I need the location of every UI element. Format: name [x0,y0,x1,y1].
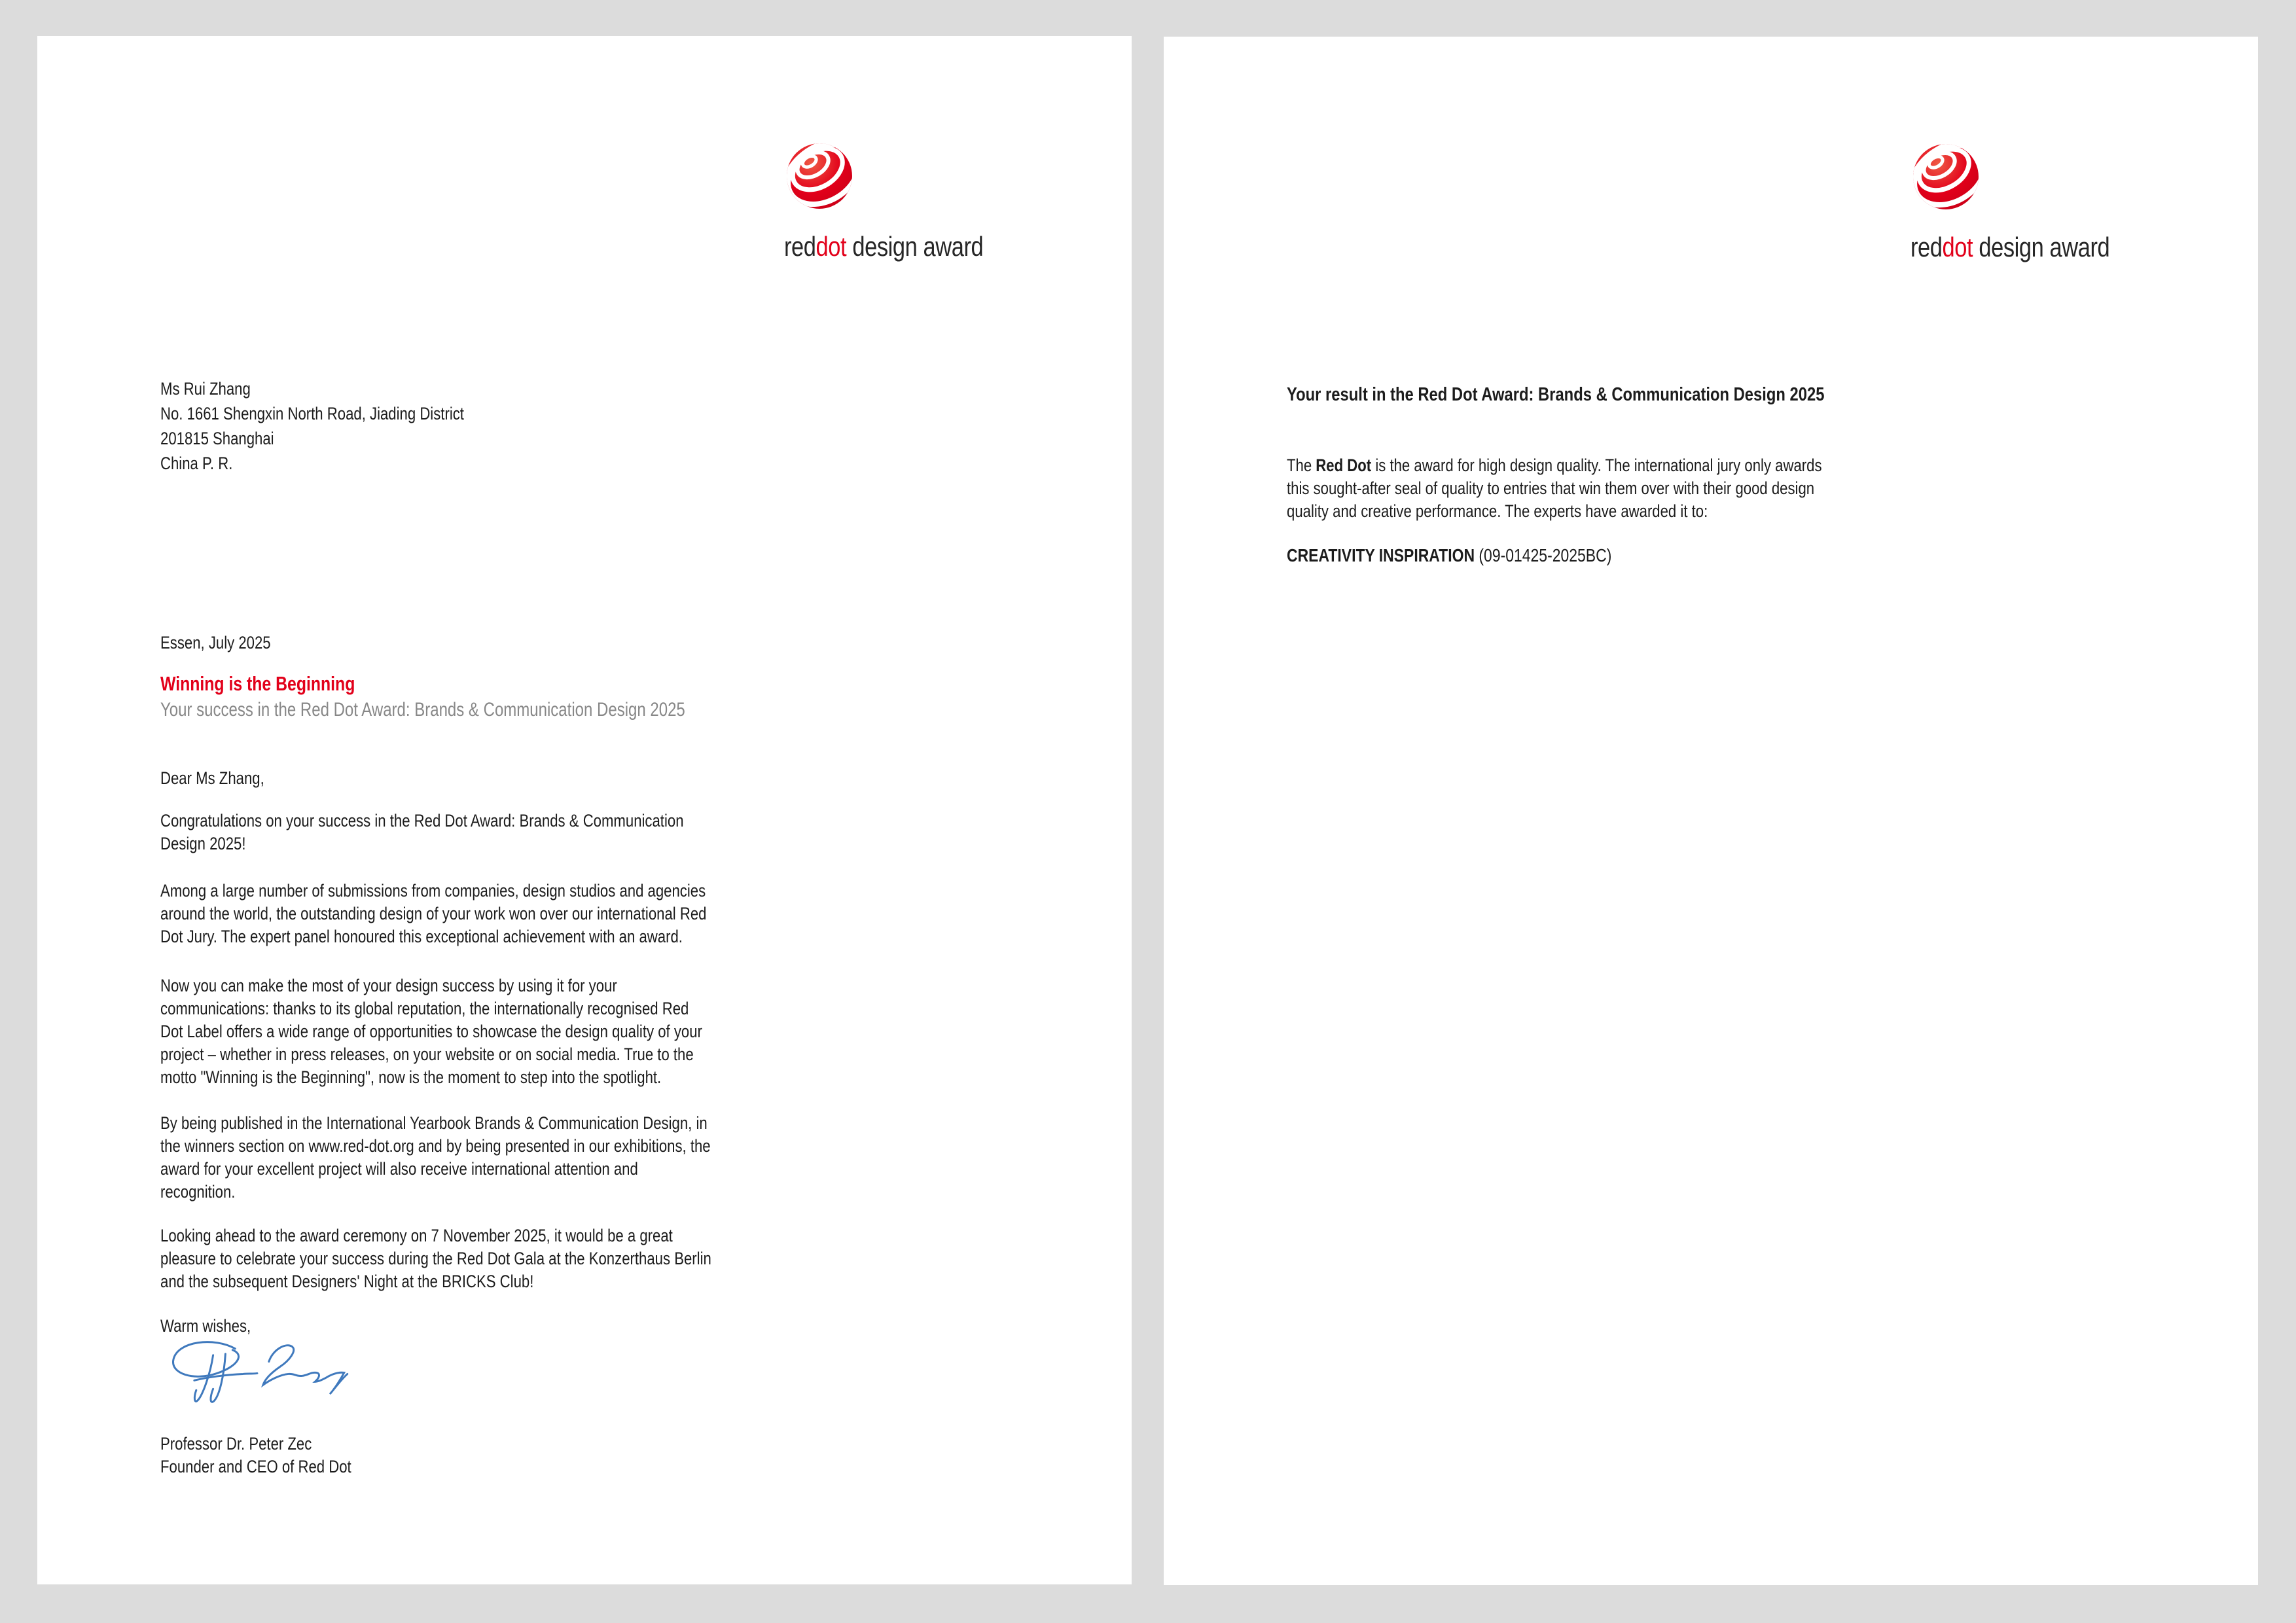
paragraph-3 [160,974,702,1089]
wordmark-design-award: design award [846,231,984,262]
letter-page-congratulations [37,36,1132,1584]
paragraph-1 [160,810,684,855]
intro-pre: The [1287,455,1316,475]
paragraph-5 [160,1224,711,1293]
recipient-city: 201815 Shanghai [160,429,274,448]
dateline: Essen, July 2025 [160,633,271,652]
letter-page-result [1164,37,2258,1585]
wordmark-red: red [784,231,816,262]
paragraph-line: this sought-after seal of quality to entries that win them over with their good design [1287,478,1815,498]
paragraph-line: Dot Label offers a wide range of opportunities to showcase the design quality of your [160,1022,702,1041]
signer-name: Professor Dr. Peter Zec [160,1434,312,1454]
paragraph-line: Now you can make the most of your design success by using it for your [160,976,617,995]
paragraph-line [1287,454,1822,477]
paragraph-line: motto "Winning is the Beginning", now is the moment to step into the spotlight. [160,1067,662,1087]
recipient-street: No. 1661 Shengxin North Road, Jiading District [160,404,464,423]
signer-block [160,1433,351,1478]
recipient-name: Ms Rui Zhang [160,379,251,399]
paragraph-line: Congratulations on your success in the Red Dot Award: Brands & Communication [160,811,684,830]
wordmark-design-award: design award [1973,232,2110,262]
award-entry-name: CREATIVITY INSPIRATION [1287,545,1475,565]
result-headline: Your result in the Red Dot Award: Brands & Communication Design 2025 [1287,384,1825,405]
wordmark-dot: dot [1942,232,1973,262]
recipient-country: China P. R. [160,454,233,473]
paragraph-line: Looking ahead to the award ceremony on 7 November 2025, it would be a great [160,1226,673,1245]
paragraph-2 [160,880,706,948]
paragraph-line: Dot Jury. The expert panel honoured this exceptional achievement with an award. [160,927,683,946]
paragraph-line: award for your excellent project will also receive international attention and [160,1159,638,1179]
paragraph-line: project – whether in press releases, on your website or on social media. True to the [160,1044,694,1064]
signer-title: Founder and CEO of Red Dot [160,1457,351,1476]
reddot-wordmark [784,232,983,261]
letter-headline: Winning is the Beginning [160,672,355,695]
paragraph-line: Among a large number of submissions from companies, design studios and agencies [160,881,706,901]
wordmark-dot: dot [816,231,847,262]
paragraph-line: recognition. [160,1182,236,1202]
result-intro-paragraph [1287,454,1822,523]
intro-red-dot-bold: Red Dot [1316,455,1372,475]
wordmark-red: red [1910,232,1943,262]
award-entry-line [1287,544,1611,567]
closing-line: Warm wishes, [160,1316,251,1336]
paragraph-line: quality and creative performance. The experts have awarded it to: [1287,501,1708,521]
salutation: Dear Ms Zhang, [160,768,264,788]
letter-subheadline: Your success in the Red Dot Award: Brands & Communication Design 2025 [160,699,685,721]
signature-peter-zec [158,1333,353,1408]
paragraph-line: By being published in the International Yearbook Brands & Communication Design, in [160,1113,708,1133]
paragraph-line: and the subsequent Designers' Night at the BRICKS Club! [160,1272,534,1291]
reddot-sphere-icon [786,143,853,209]
intro-post: is the award for high design quality. The international jury only awards [1371,455,1822,475]
paragraph-line: the winners section on www.red-dot.org and by being presented in our exhibitions, the [160,1136,711,1156]
paragraph-line: communications: thanks to its global reputation, the internationally recognised Red [160,999,689,1018]
award-entry-code: (09-01425-2025BC) [1475,545,1612,565]
paragraph-line: pleasure to celebrate your success during the Red Dot Gala at the Konzerthaus Berlin [160,1249,711,1268]
paragraph-4 [160,1112,711,1204]
reddot-wordmark [1910,233,2109,262]
paragraph-line: around the world, the outstanding design of your work won over our international Red [160,904,707,923]
reddot-sphere-icon [1912,143,1979,210]
paragraph-line: Design 2025! [160,834,246,853]
recipient-address-block [160,376,464,476]
